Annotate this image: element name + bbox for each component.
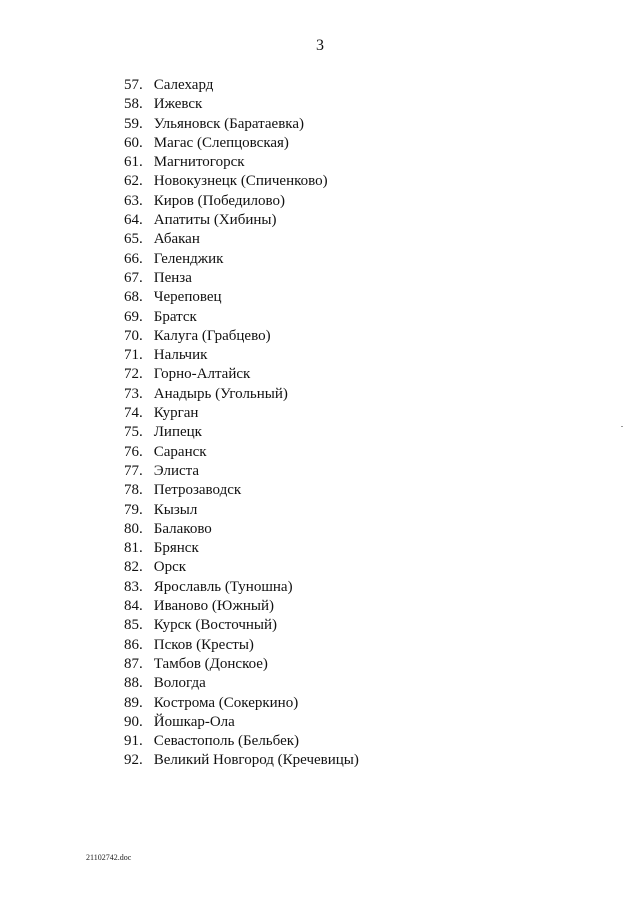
list-item-city: Магнитогорск: [153, 154, 245, 171]
list-item-city: Новокузнецк (Спиченково): [153, 173, 328, 190]
page-number: 3: [316, 37, 324, 54]
list-item-number: 75.: [124, 424, 143, 441]
document-code: 21102742.doc: [86, 853, 132, 862]
list-item-city: Пенза: [153, 269, 192, 286]
list-item: [124, 115, 359, 134]
list-item-number: 67.: [124, 269, 143, 286]
list-item-city: Анадырь (Угольный): [153, 385, 288, 402]
list-item-city: Саранск: [153, 443, 207, 460]
list-item-city: Иваново (Южный): [153, 598, 274, 615]
list-item-city: Севастополь (Бельбек): [153, 733, 300, 750]
airport-list: [124, 76, 359, 771]
list-item: [124, 95, 359, 114]
list-item: [124, 616, 359, 635]
list-item-number: 65.: [124, 231, 143, 248]
list-item: [124, 655, 359, 674]
list-item-number: 68.: [124, 289, 143, 306]
list-item-number: 70.: [124, 327, 143, 344]
list-item-city: Брянск: [153, 540, 199, 557]
list-item-city: Орск: [153, 559, 187, 576]
list-item: [124, 346, 359, 365]
list-item-number: 87.: [124, 655, 143, 672]
list-item-number: 63.: [124, 192, 143, 209]
list-item-number: 60.: [124, 134, 143, 151]
list-item: [124, 327, 359, 346]
list-item: [124, 153, 359, 172]
list-item-number: 73.: [124, 385, 143, 402]
list-item-number: 78.: [124, 482, 143, 499]
list-item: [124, 423, 359, 442]
list-item-number: 61.: [124, 154, 143, 171]
list-item: [124, 308, 359, 327]
list-item-number: 86.: [124, 636, 143, 653]
list-item-number: 69.: [124, 308, 143, 325]
list-item-city: Череповец: [153, 289, 222, 306]
list-item-city: Курск (Восточный): [153, 617, 277, 634]
list-item-city: Магас (Слепцовская): [153, 134, 289, 151]
list-item: [124, 288, 359, 307]
list-item: [124, 732, 359, 751]
list-item: [124, 674, 359, 693]
list-item: [124, 365, 359, 384]
list-item: [124, 694, 359, 713]
list-item-number: 89.: [124, 694, 143, 711]
list-item-city: Великий Новгород (Кречевицы): [153, 752, 359, 769]
list-item: [124, 558, 359, 577]
list-item-number: 79.: [124, 501, 143, 518]
list-item-city: Калуга (Грабцево): [153, 327, 271, 344]
list-item-city: Кызыл: [153, 501, 198, 518]
list-item: [124, 462, 359, 481]
list-item-city: Вологда: [153, 675, 206, 692]
list-item-city: Салехард: [153, 77, 214, 93]
list-item-city: Псков (Кресты): [153, 636, 254, 653]
list-item-number: 77.: [124, 462, 143, 479]
list-item: [124, 539, 359, 558]
list-item-number: 59.: [124, 115, 143, 132]
list-item-city: Киров (Победилово): [153, 192, 285, 209]
list-item: [124, 751, 359, 770]
list-item-number: 83.: [124, 578, 143, 595]
list-item-number: 64.: [124, 212, 143, 229]
list-item-city: Абакан: [153, 231, 200, 248]
list-item: [124, 404, 359, 423]
list-item-city: Ижевск: [153, 96, 203, 113]
list-item: [124, 230, 359, 249]
list-item: [124, 636, 359, 655]
list-item: [124, 385, 359, 404]
list-item-number: 80.: [124, 520, 143, 537]
list-item-city: Балаково: [153, 520, 212, 537]
list-item: [124, 134, 359, 153]
list-item-number: 66.: [124, 250, 143, 267]
list-item-city: Кострома (Сокеркино): [153, 694, 299, 711]
list-item: [124, 211, 359, 230]
list-item-number: 71.: [124, 347, 143, 364]
list-item-number: 88.: [124, 675, 143, 692]
list-item: [124, 713, 359, 732]
list-item: [124, 481, 359, 500]
list-item-city: Йошкар-Ола: [153, 713, 235, 730]
list-item-city: Братск: [153, 308, 197, 325]
list-item-number: 57.: [124, 77, 143, 93]
list-item: [124, 192, 359, 211]
list-item-city: Липецк: [153, 424, 202, 441]
list-item-number: 76.: [124, 443, 143, 460]
list-item: [124, 578, 359, 597]
list-item: [124, 520, 359, 539]
list-item: [124, 443, 359, 462]
list-item-city: Элиста: [153, 462, 200, 479]
list-item-number: 81.: [124, 540, 143, 557]
list-item: [124, 597, 359, 616]
list-item: [124, 250, 359, 269]
list-item-city: Апатиты (Хибины): [153, 212, 277, 229]
list-item-city: Геленджик: [153, 250, 224, 267]
list-item-city: Тамбов (Донское): [153, 655, 268, 672]
list-item-city: Горно-Алтайск: [153, 366, 251, 383]
list-item-city: Курган: [153, 405, 199, 422]
list-item-number: 91.: [124, 733, 143, 750]
list-item-city: Нальчик: [153, 347, 208, 364]
list-item: [124, 501, 359, 520]
list-item: [124, 76, 359, 95]
list-item-city: Петрозаводск: [153, 482, 242, 499]
list-item-number: 82.: [124, 559, 143, 576]
margin-mark: [621, 426, 623, 427]
list-item: [124, 172, 359, 191]
list-item-number: 84.: [124, 598, 143, 615]
list-item-number: 90.: [124, 713, 143, 730]
list-item-number: 72.: [124, 366, 143, 383]
list-item-number: 85.: [124, 617, 143, 634]
list-item-number: 74.: [124, 405, 143, 422]
list-item-city: Ярославль (Туношна): [153, 578, 293, 595]
list-item: [124, 269, 359, 288]
list-item-number: 92.: [124, 752, 143, 769]
list-item-number: 62.: [124, 173, 143, 190]
list-item-number: 58.: [124, 96, 143, 113]
list-item-city: Ульяновск (Баратаевка): [153, 115, 305, 132]
